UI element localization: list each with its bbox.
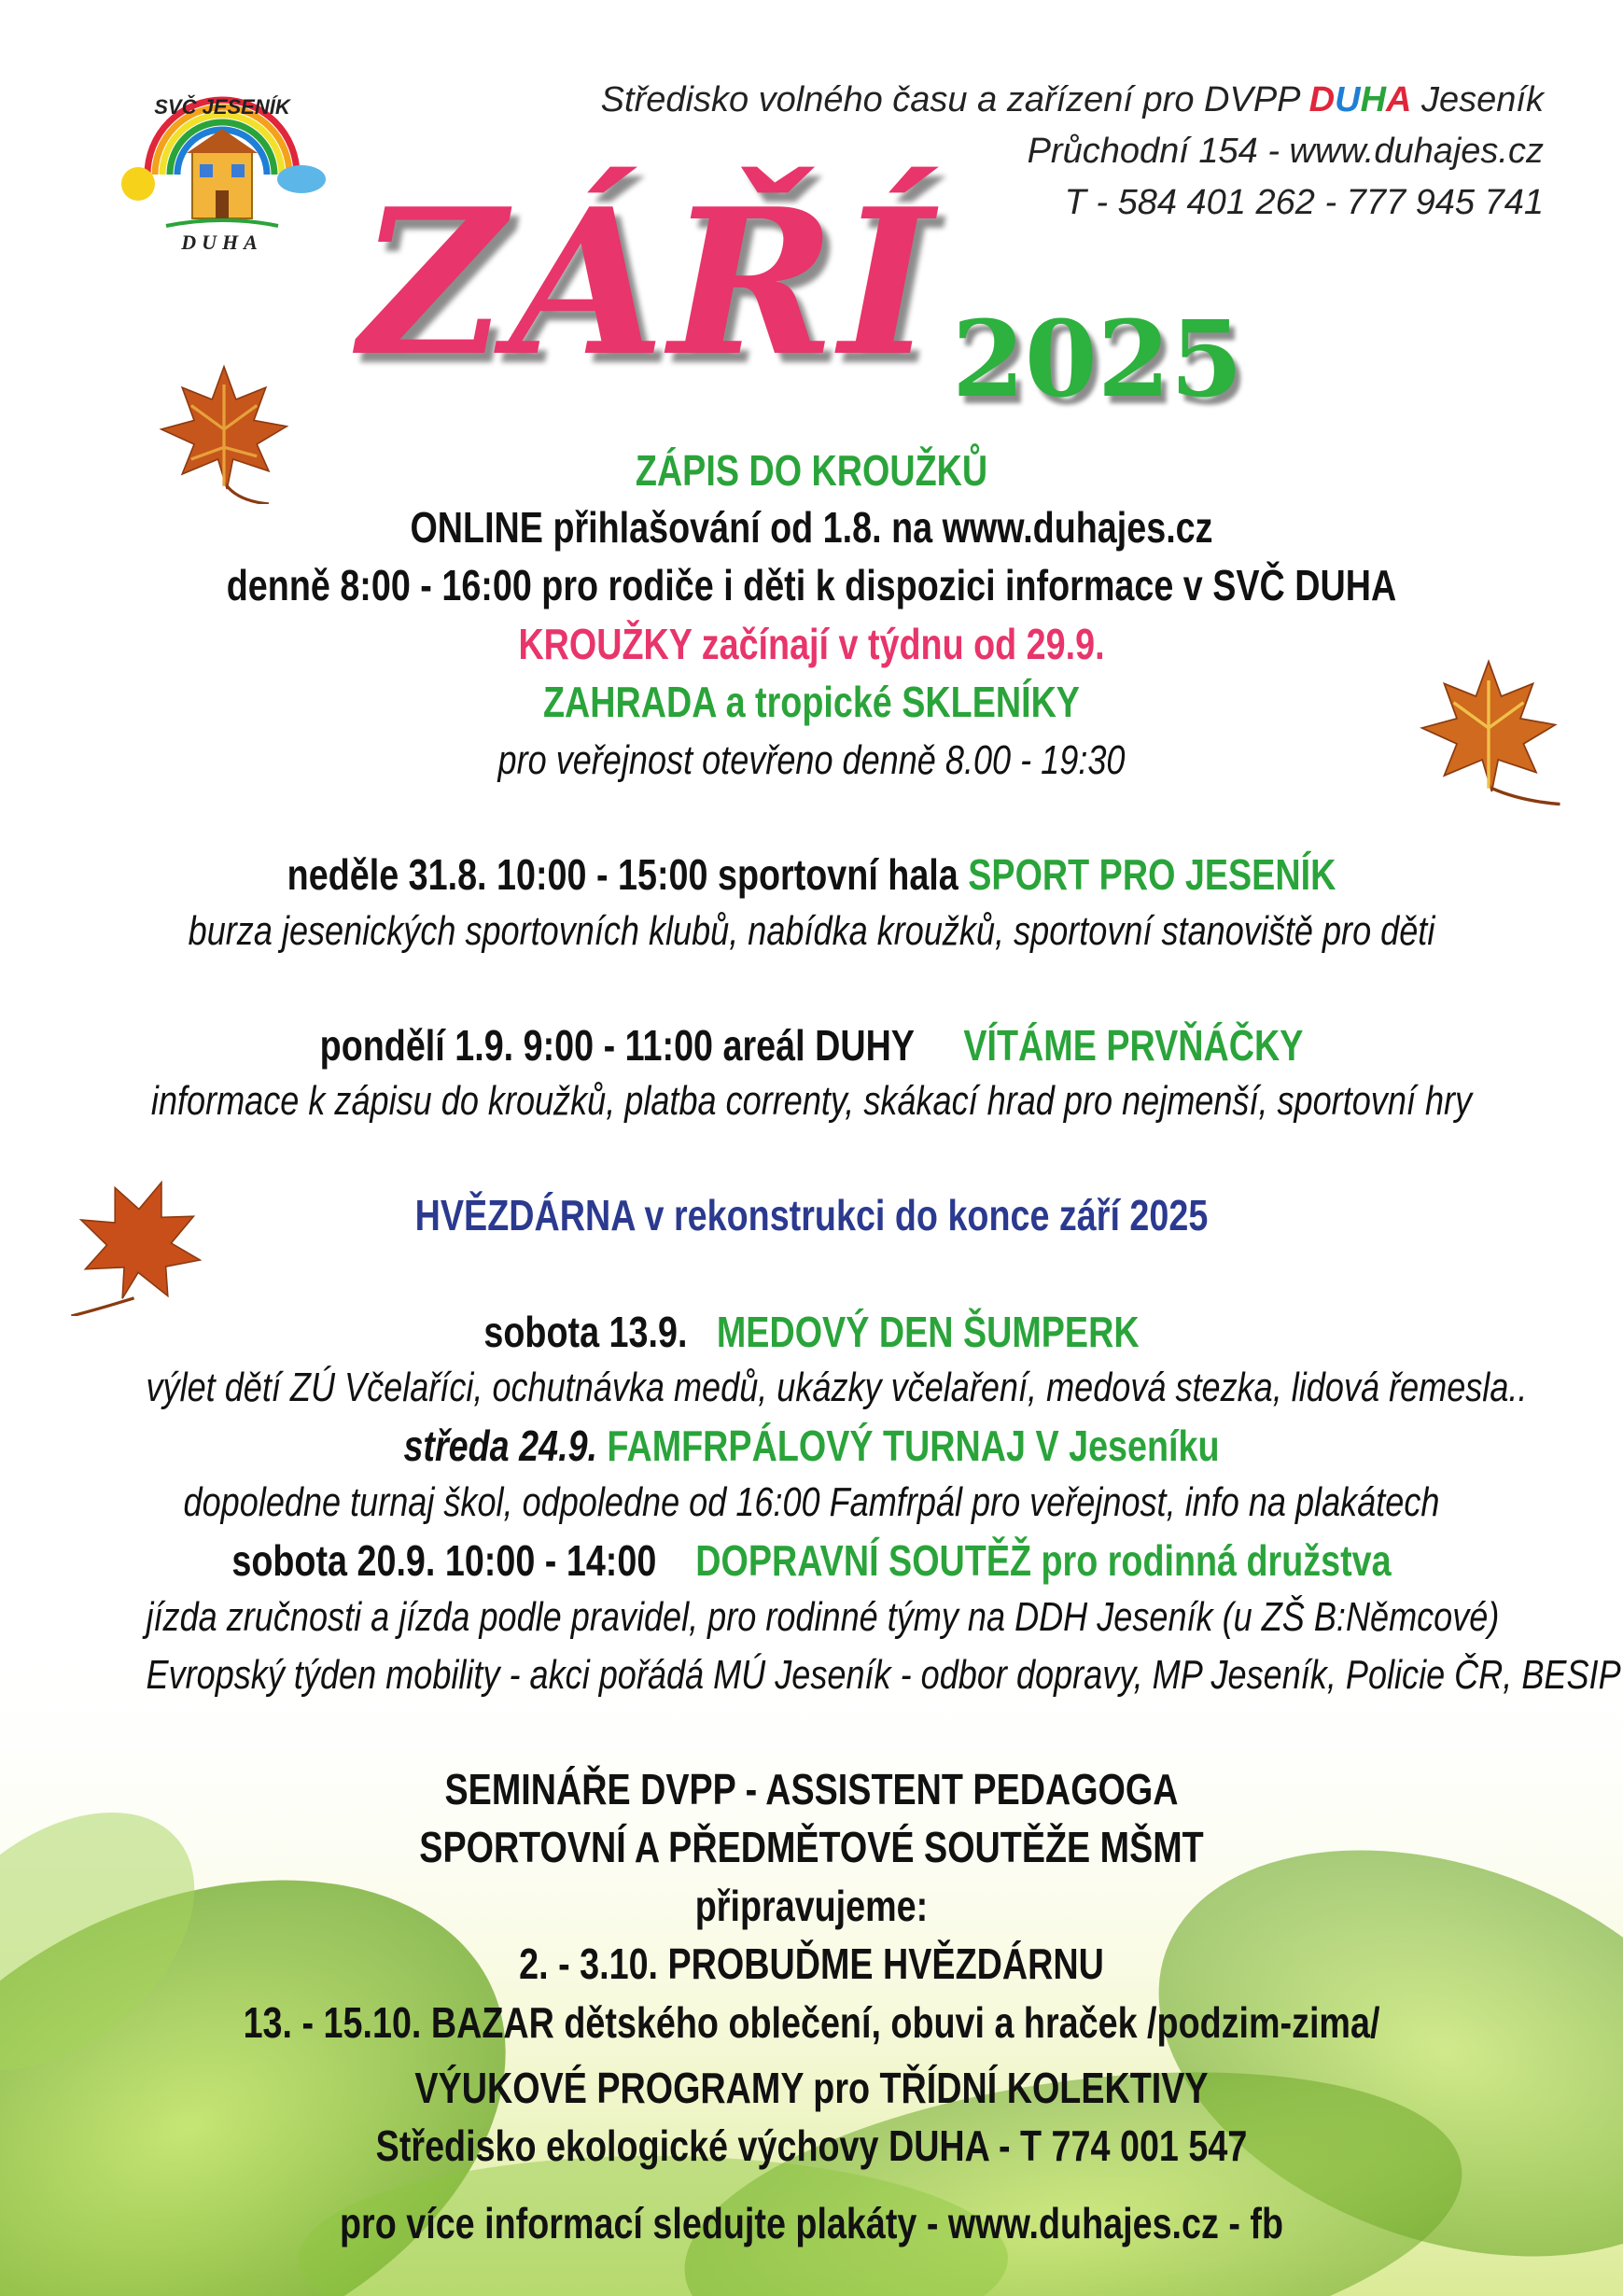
maple-leaf-icon (1409, 644, 1568, 812)
event-first-graders-desc: informace k zápisu do kroužků, platba correnty, skákací hrad pro nejmenší, sportovní hry (150, 1078, 1473, 1124)
online-registration: ONLINE přihlašování od 1.8. na www.duhajes.cz (410, 503, 1213, 552)
duha-logo (110, 86, 334, 254)
month-title: ZÁŘÍ (359, 164, 938, 400)
header-line-1 (601, 75, 1544, 126)
event-honey-name: MEDOVÝ DEN ŠUMPERK (716, 1308, 1140, 1356)
registration-heading: ZÁPIS DO KROUŽKŮ (635, 446, 988, 495)
year-title: 2025 (952, 299, 1243, 421)
event-sport-when: neděle 31.8. 10:00 - 15:00 sportovní hala (287, 850, 958, 899)
event-first-graders-name: VÍTÁME PRVŇÁČKY (963, 1021, 1304, 1070)
header-brand (1309, 80, 1412, 119)
footer-competitions: SPORTOVNÍ A PŘEDMĚTOVÉ SOUTĚŽE MŠMT (419, 1823, 1204, 1871)
clubs-start: KROUŽKY začínají v týdnu od 29.9. (518, 620, 1105, 668)
event-traffic-desc-1: jízda zručnosti a jízda podle pravidel, pro rodinné týmy na DDH Jeseník (u ZŠ B:Němcové) (146, 1594, 1500, 1640)
header-city: Jeseník (1421, 80, 1544, 119)
event-traffic (147, 1535, 1477, 1586)
event-sport-name: SPORT PRO JESENÍK (968, 850, 1336, 899)
event-traffic-when: sobota 20.9. 10:00 - 14:00 (231, 1536, 657, 1585)
logo-top-text: SVČ JESENÍK (154, 95, 290, 119)
header-org-name: Středisko volného času a zařízení pro DVPP (600, 80, 1300, 119)
event-honey-when: sobota 13.9. (483, 1308, 688, 1356)
garden-heading: ZAHRADA a tropické SKLENÍKY (543, 678, 1080, 726)
footer-eco-center: Středisko ekologické výchovy DUHA - T 774 001 547 (375, 2121, 1248, 2170)
footer-preparing: připravujeme: (694, 1882, 929, 1930)
event-first-graders-when: pondělí 1.9. 9:00 - 11:00 areál DUHY (319, 1021, 915, 1070)
event-sport-desc: burza jesenických sportovních klubů, nabídka kroužků, sportovní stanoviště pro děti (188, 908, 1435, 954)
footer-observatory-event: 2. - 3.10. PROBUĎME HVĚZDÁRNU (519, 1939, 1104, 1988)
brand-letter: U (1335, 80, 1361, 119)
daily-info: denně 8:00 - 16:00 pro rodiče i děti k dispozici informace v SVČ DUHA (226, 561, 1397, 609)
observatory-notice: HVĚZDÁRNA v rekonstrukci do konce září 2025 (414, 1191, 1209, 1239)
maple-leaf-icon (56, 1167, 224, 1316)
event-honey (147, 1307, 1477, 1357)
header-address: Průchodní 154 - www.duhajes.cz (1027, 132, 1544, 171)
event-famfrpal-name: FAMFRPÁLOVÝ TURNAJ V Jeseníku (607, 1421, 1220, 1470)
footer-more-info: pro více informací sledujte plakáty - www.duhajes.cz - fb (339, 2199, 1284, 2247)
footer-seminars: SEMINÁŘE DVPP - ASSISTENT PEDAGOGA (444, 1765, 1179, 1813)
brand-letter: A (1386, 80, 1412, 119)
event-sport (147, 849, 1477, 900)
event-famfrpal-when: středa 24.9. (403, 1421, 598, 1470)
footer-bazaar: 13. - 15.10. BAZAR dětského oblečení, obuvi a hraček /podzim-zima/ (243, 1998, 1380, 2047)
garden-hours: pro veřejnost otevřeno denně 8.00 - 19:30 (497, 737, 1126, 783)
event-famfrpal (147, 1421, 1477, 1471)
logo-bottom-text: DUHA (181, 231, 263, 254)
brand-letter: H (1360, 80, 1387, 119)
event-honey-desc: výlet dětí ZÚ Včelaříci, ochutnávka medů, ukázky včelaření, medová stezka, lidová řemesla.. (146, 1365, 1528, 1410)
event-first-graders (147, 1020, 1477, 1071)
event-famfrpal-desc: dopoledne turnaj škol, odpoledne od 16:00 Famfrpál pro veřejnost, info na plakátech (183, 1479, 1440, 1525)
header-phone: T - 584 401 262 - 777 945 741 (1064, 183, 1544, 222)
brand-letter: D (1308, 80, 1336, 119)
footer-programs: VÝUKOVÉ PROGRAMY pro TŘÍDNÍ KOLEKTIVY (414, 2064, 1209, 2112)
event-traffic-desc-2: Evropský týden mobility - akci pořádá MÚ Jeseník - odbor dopravy, MP Jeseník, Policie ČR, BESIP (146, 1652, 1621, 1698)
event-traffic-name: DOPRAVNÍ SOUTĚŽ pro rodinná družstva (695, 1536, 1392, 1585)
